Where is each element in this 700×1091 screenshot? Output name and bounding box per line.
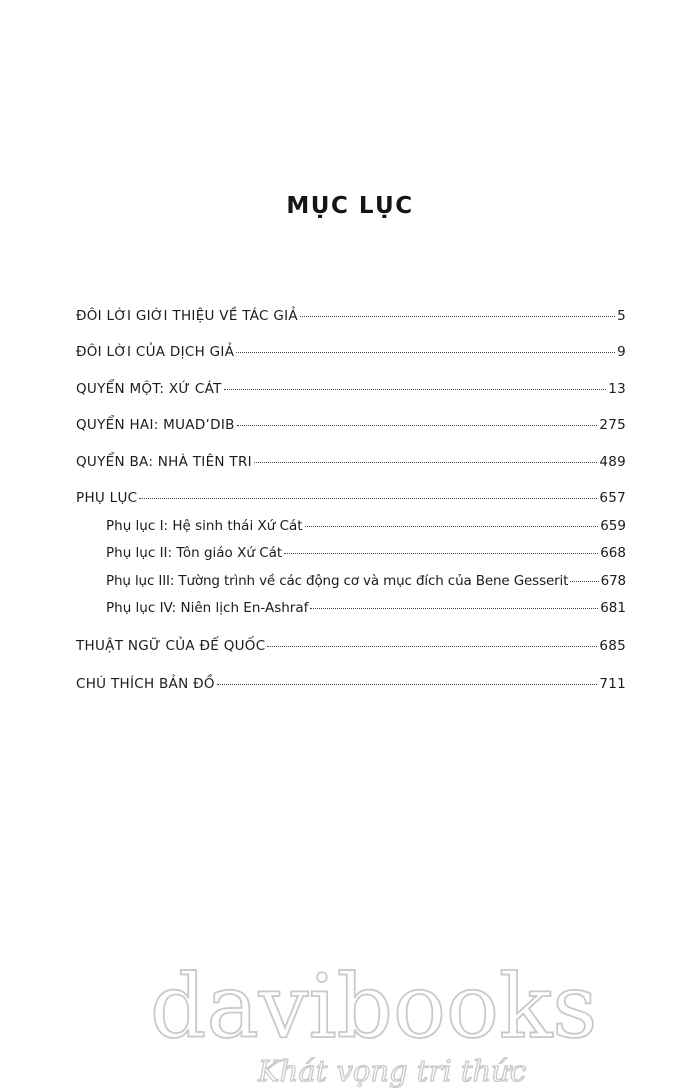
toc-entry-page: 668: [600, 545, 626, 561]
toc-entry-page: 489: [599, 454, 626, 470]
watermark-slogan: Khát vọng tri thức: [258, 1054, 527, 1088]
toc-entry-label: QUYỂN BA: NHÀ TIÊN TRI: [76, 454, 252, 470]
dot-leader: [267, 646, 597, 647]
toc-entry-label: QUYỂN MỘT: XỨ CÁT: [76, 381, 222, 397]
toc-entry-label: QUYỂN HAI: MUAD’DIB: [76, 417, 235, 433]
dot-leader: [300, 316, 615, 317]
toc-entry-label: THUẬT NGỮ CỦA ĐẾ QUỐC: [76, 638, 266, 654]
toc-entry-page: 9: [617, 344, 626, 360]
dot-leader: [217, 684, 598, 685]
toc-entry-label: ĐÔI LỜI CỦA DỊCH GIẢ: [76, 344, 235, 360]
toc-entry-page: 13: [608, 381, 626, 397]
toc-entry-label: Phụ lục III: Tường trình về các động cơ và mục đích của Bene Gesserit: [106, 573, 569, 589]
toc-entry[interactable]: [76, 341, 626, 363]
toc-entry-page: 678: [600, 573, 626, 589]
dot-leader: [310, 608, 598, 609]
toc-entry[interactable]: [76, 305, 626, 327]
toc-entry-label: Phụ lục II: Tôn giáo Xứ Cát: [106, 545, 283, 561]
dot-leader: [236, 352, 615, 353]
dot-leader: [224, 389, 607, 390]
toc-entry-label: ĐÔI LỜI GIỚI THIỆU VỀ TÁC GIẢ: [76, 308, 298, 324]
toc-entry-page: 657: [599, 490, 626, 506]
toc-entry[interactable]: [76, 451, 626, 473]
toc-entry-page: 711: [599, 676, 626, 692]
toc-entry-page: 685: [599, 638, 626, 654]
dot-leader: [254, 462, 597, 463]
toc-entry-label: Phụ lục I: Hệ sinh thái Xứ Cát: [106, 518, 303, 534]
toc-subentry[interactable]: [106, 515, 626, 537]
toc-entry-label: PHỤ LỤC: [76, 490, 138, 506]
dot-leader: [305, 526, 599, 527]
toc-entry-page: 659: [600, 518, 626, 534]
toc-entry[interactable]: [76, 635, 626, 657]
dot-leader: [139, 498, 597, 499]
dot-leader: [237, 425, 598, 426]
dot-leader: [570, 581, 598, 582]
toc-entry-page: 681: [600, 600, 626, 616]
davibooks-watermark: [140, 955, 660, 1091]
toc-entry-page: 5: [617, 308, 626, 324]
dot-leader: [284, 553, 598, 554]
watermark-brand: davibooks: [150, 955, 598, 1058]
toc-entry[interactable]: [76, 378, 626, 400]
watermark-logo: [140, 955, 660, 1091]
toc-entry-page: 275: [599, 417, 626, 433]
toc-entry-label: Phụ lục IV: Niên lịch En-Ashraf: [106, 600, 309, 616]
toc-entry[interactable]: [76, 673, 626, 695]
toc-entry-label: CHÚ THÍCH BẢN ĐỒ: [76, 676, 215, 692]
page-title: MỤC LỤC: [286, 193, 414, 219]
toc-subentry[interactable]: [106, 597, 626, 619]
toc-entry[interactable]: [76, 414, 626, 436]
toc-entry[interactable]: [76, 487, 626, 509]
toc-subentry[interactable]: [106, 542, 626, 564]
toc-subentry[interactable]: [106, 570, 626, 592]
